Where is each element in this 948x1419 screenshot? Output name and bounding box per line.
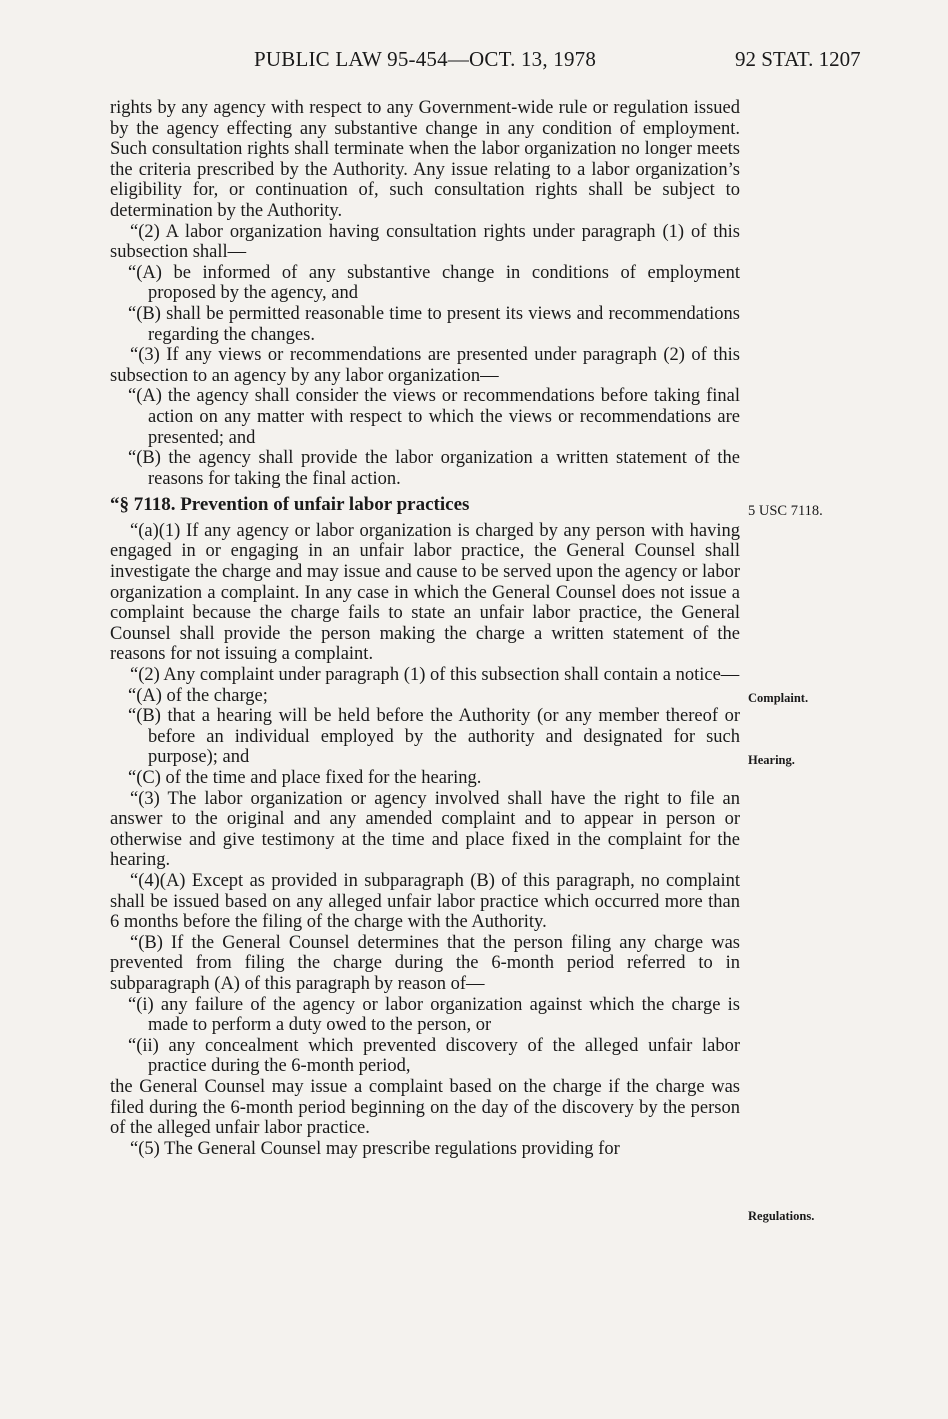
page-header-stat-citation: 92 STAT. 1207: [735, 47, 861, 71]
paragraph-a-4-b-continuation: the General Counsel may issue a complaint based on the charge if the charge was filed during the 6-month period beginning on the day of the discovery by the person of the alleged unfair labor practice.: [110, 1076, 740, 1139]
paragraph-2: “(2) A labor organization having consultation rights under paragraph (1) of this subsection shall—: [110, 221, 740, 263]
section-heading-7118: “§ 7118. Prevention of unfair labor practices: [110, 494, 470, 516]
paragraph-2-a: “(A) be informed of any substantive change in conditions of employment proposed by the agency, and: [128, 262, 740, 304]
clause-ii: “(ii) any concealment which prevented discovery of the alleged unfair labor practice during the 6-month period,: [128, 1035, 740, 1077]
paragraph-3: “(3) If any views or recommendations are presented under paragraph (2) of this subsection to an agency by any labor organization—: [110, 345, 740, 386]
paragraph-3-b: “(B) the agency shall provide the labor organization a written statement of the reasons for taking the final action.: [128, 448, 740, 489]
statute-text-body: [110, 98, 740, 1159]
paragraph-3-a: “(A) the agency shall consider the views or recommendations before taking final action on any matter with respect to which the views or recommendations are presented; and: [128, 386, 740, 448]
margin-note-regulations: Regulations.: [748, 1209, 815, 1223]
paragraph-a-2-c: “(C) of the time and place fixed for the hearing.: [128, 768, 482, 788]
paragraph-a-5: “(5) The General Counsel may prescribe regulations providing for: [130, 1138, 620, 1159]
paragraph-consultation-rights: rights by any agency with respect to any Government-wide rule or regulation issued by the agency effecting any substantive change in any condition of employment. Such consultation rights shall terminate when the labor organization no longer meets the criteria prescribed by the Authority. Any issue relating to a labor organization’s eligibility for, or continuation of, such consultation rights shall be subject to determination by the Authority.: [110, 98, 740, 221]
paragraph-a-4-a: “(4)(A) Except as provided in subparagraph (B) of this paragraph, no complaint shall be issued based on any alleged unfair labor practice which occurred more than 6 months before the filing of the charge with the Authority.: [110, 870, 740, 933]
clause-i: “(i) any failure of the agency or labor organization against which the charge is made to perform a duty owed to the person, or: [128, 994, 740, 1036]
paragraph-a-2: “(2) Any complaint under paragraph (1) of this subsection shall contain a notice—: [130, 665, 740, 686]
paragraph-a-4-b: “(B) If the General Counsel determines that the person filing any charge was prevented from filing the charge during the 6-month period referred to in subparagraph (A) of this paragraph by reason of—: [110, 932, 740, 994]
margin-note-complaint: Complaint.: [748, 691, 809, 705]
paragraph-2-b: “(B) shall be permitted reasonable time to present its views and recommendations regarding the changes.: [128, 303, 740, 345]
paragraph-a-2-b: “(B) that a hearing will be held before the Authority (or any member thereof or before an individual employed by the authority and designated for such purpose); and: [128, 706, 740, 768]
page-header-title: PUBLIC LAW 95-454—OCT. 13, 1978: [254, 47, 597, 71]
margin-note-hearing: Hearing.: [748, 753, 795, 767]
paragraph-a-1: “(a)(1) If any agency or labor organization is charged by any person with having engaged in or engaging in an unfair labor practice, the General Counsel shall investigate the charge and may issue and cause to be served upon the agency or labor organization a complaint. In any case in which the General Counsel does not issue a complaint because the charge fails to state an unfair labor practice, the General Counsel shall provide the person making the charge a written statement of the reasons for not issuing a complaint.: [110, 520, 740, 665]
margin-note-citation: 5 USC 7118.: [748, 503, 823, 519]
paragraph-a-3: “(3) The labor organization or agency involved shall have the right to file an answer to the original and any amended complaint and to appear in person or otherwise and give testimony at the time and place fixed in the complaint for the hearing.: [110, 788, 740, 871]
paragraph-a-2-a: “(A) of the charge;: [128, 685, 268, 706]
